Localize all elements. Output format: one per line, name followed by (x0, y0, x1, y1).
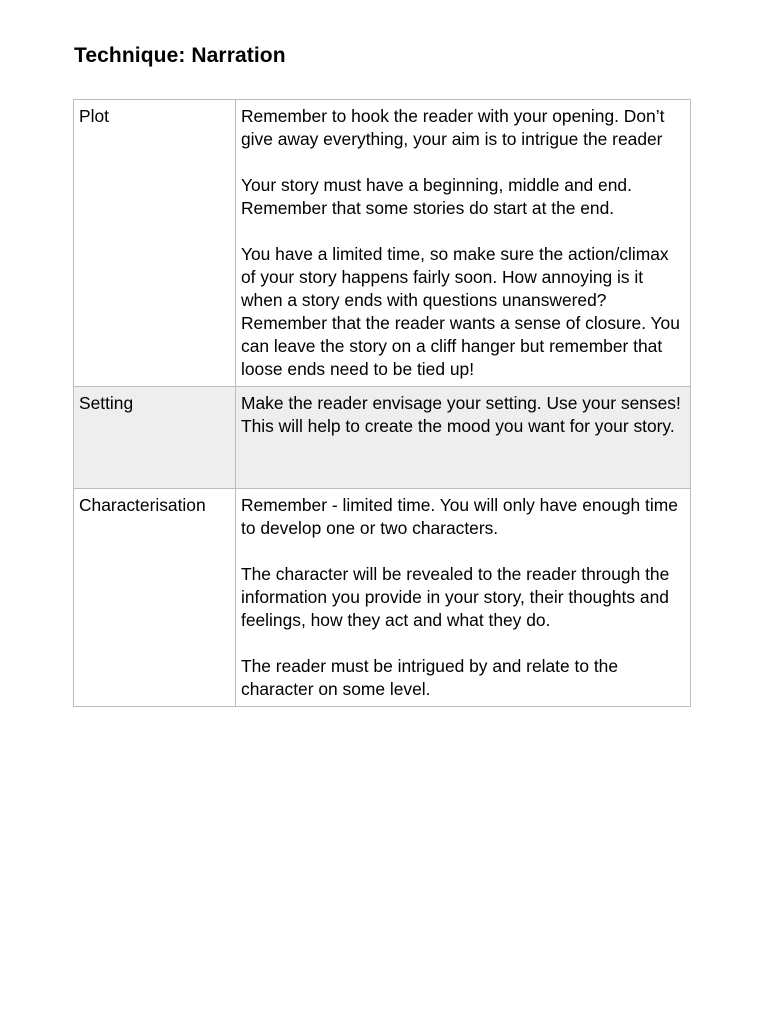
row-content-setting (236, 387, 691, 489)
table-row-setting (74, 387, 691, 489)
setting-paragraph: Make the reader envisage your setting. Use your senses! This will help to create the mood you want for your story. (241, 393, 681, 436)
row-content-characterisation (236, 489, 691, 707)
page-title: Technique: Narration (74, 44, 286, 67)
plot-paragraph: You have a limited time, so make sure the action/climax of your story happens fairly soon. How annoying is it when a story ends with questions unanswered? Remember that the reader wants a sense of closure. You can leave the story on a cliff hanger but remember that loose ends need to be tied up! (241, 244, 680, 379)
plot-paragraph: Your story must have a beginning, middle and end. Remember that some stories do start at the end. (241, 175, 632, 218)
row-label-setting: Setting (74, 387, 236, 489)
characterisation-paragraph: The reader must be intrigued by and relate to the character on some level. (241, 656, 619, 699)
row-label-characterisation: Characterisation (74, 489, 236, 707)
characterisation-paragraph: Remember - limited time. You will only have enough time to develop one or two characters. (241, 495, 678, 538)
row-content-plot (236, 100, 691, 387)
table-row-characterisation (74, 489, 691, 707)
characterisation-paragraph: The character will be revealed to the reader through the information you provide in your story, their thoughts and feelings, how they act and what they do. (241, 564, 670, 630)
plot-paragraph: Remember to hook the reader with your opening. Don’t give away everything, your aim is to intrigue the reader (241, 106, 665, 149)
row-label-plot: Plot (74, 100, 236, 387)
technique-table (73, 99, 691, 707)
table-row-plot (74, 100, 691, 387)
